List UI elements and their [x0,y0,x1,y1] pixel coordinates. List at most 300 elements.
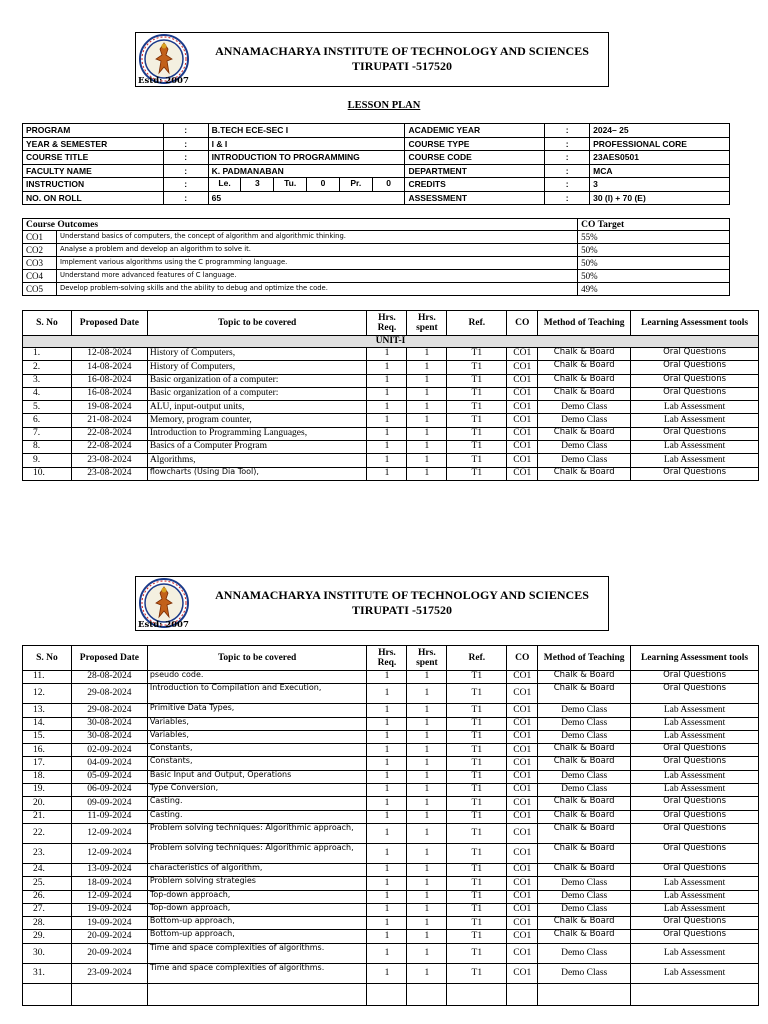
outcome-row [23,257,730,270]
topic: Primitive Data Types, [147,704,367,717]
outcome-row [23,270,730,283]
empty-row [23,983,759,1005]
info-label: PROGRAM [23,124,164,138]
outcome-description: Understand basics of computers, the concept of algorithm and algorithmic thinking. [56,231,577,244]
proposed-date: 12-09-2024 [71,843,147,863]
topic: characteristics of algorithm, [147,863,367,876]
hours-spent: 1 [407,441,447,454]
topic: flowcharts (Using Dia Tool), [147,467,367,480]
table-row [23,730,759,743]
course-outcome: CO1 [507,843,538,863]
reference: T1 [447,414,507,427]
instruction-breakdown [209,178,405,191]
info-colon: : [163,178,208,192]
reference: T1 [447,730,507,743]
teaching-method: Chalk & Board [538,387,631,400]
unit-label: UNIT-I [23,336,759,348]
header-spent: Hrs. spent [407,311,447,336]
teaching-method: Chalk & Board [538,374,631,387]
info-value: 3 [590,178,730,192]
hours-spent: 1 [407,963,447,983]
empty-cell [71,983,147,1005]
serial-no: 12. [23,684,72,704]
info-row [23,151,730,165]
outcome-description: Analyse a problem and develop an algorithm to solve it. [56,244,577,257]
info-row [23,191,730,205]
topic: Algorithms, [147,454,367,467]
assessment-tool: Lab Assessment [631,890,759,903]
info-label: COURSE TYPE [405,137,545,151]
assessment-tool: Oral Questions [631,427,759,440]
assessment-tool: Oral Questions [631,744,759,757]
serial-no: 27. [23,903,72,916]
assessment-tool: Oral Questions [631,467,759,480]
proposed-date: 09-09-2024 [71,797,147,810]
topic: Top-down approach, [147,903,367,916]
outcome-target: 49% [578,283,730,296]
course-outcome: CO1 [507,454,538,467]
hours-required: 1 [367,757,407,770]
assessment-tool: Oral Questions [631,684,759,704]
proposed-date: 19-08-2024 [71,401,147,414]
proposed-date: 16-08-2024 [71,387,147,400]
hours-required: 1 [367,843,407,863]
header-topic: Topic to be covered [147,646,367,671]
hours-required: 1 [367,903,407,916]
topic: Basic organization of a computer: [147,387,367,400]
course-outcome: CO1 [507,401,538,414]
teaching-method: Demo Class [538,943,631,963]
outcome-code: CO1 [23,231,57,244]
course-outcome: CO1 [507,348,538,361]
teaching-method: Demo Class [538,730,631,743]
topic: History of Computers, [147,348,367,361]
table-row [23,877,759,890]
header-co: CO [507,311,538,336]
document-title: LESSON PLAN [347,100,421,111]
topic: Problem solving techniques: Algorithmic approach, [147,823,367,843]
proposed-date: 22-08-2024 [71,441,147,454]
table-row [23,770,759,783]
instruction-pr: 0 [386,178,391,188]
hours-required: 1 [367,348,407,361]
header-assess: Learning Assessment tools [631,646,759,671]
course-outcome: CO1 [507,797,538,810]
info-value: 2024– 25 [590,124,730,138]
hours-spent: 1 [407,454,447,467]
proposed-date: 23-08-2024 [71,467,147,480]
header-req: Hrs. Req. [367,311,407,336]
info-colon: : [545,164,590,178]
hours-spent: 1 [407,843,447,863]
serial-no: 16. [23,744,72,757]
serial-no: 26. [23,890,72,903]
assessment-tool: Lab Assessment [631,963,759,983]
teaching-method: Chalk & Board [538,823,631,843]
outcome-row [23,244,730,257]
table-row [23,387,759,400]
serial-no: 21. [23,810,72,823]
proposed-date: 14-08-2024 [71,361,147,374]
institute-title [196,44,608,74]
teaching-method: Chalk & Board [538,744,631,757]
hours-spent: 1 [407,467,447,480]
proposed-date: 30-08-2024 [71,717,147,730]
instruction-tu-label: Tu. [274,178,307,191]
hours-required: 1 [367,784,407,797]
proposed-date: 04-09-2024 [71,757,147,770]
assessment-tool: Lab Assessment [631,704,759,717]
teaching-method: Demo Class [538,877,631,890]
proposed-date: 02-09-2024 [71,744,147,757]
teaching-method: Demo Class [538,770,631,783]
table-row [23,757,759,770]
unit-row [23,336,759,348]
hours-required: 1 [367,374,407,387]
assessment-tool: Oral Questions [631,348,759,361]
header-method: Method of Teaching [538,311,631,336]
topic: Bottom-up approach, [147,930,367,943]
header-assess: Learning Assessment tools [631,311,759,336]
proposed-date: 19-09-2024 [71,917,147,930]
hours-spent: 1 [407,917,447,930]
hours-required: 1 [367,823,407,843]
course-outcome: CO1 [507,427,538,440]
hours-spent: 1 [407,414,447,427]
teaching-method: Chalk & Board [538,427,631,440]
table-row [23,348,759,361]
proposed-date: 11-09-2024 [71,810,147,823]
assessment-tool: Oral Questions [631,757,759,770]
assessment-tool: Oral Questions [631,843,759,863]
hours-required: 1 [367,943,407,963]
proposed-date: 21-08-2024 [71,414,147,427]
hours-spent: 1 [407,943,447,963]
hours-required: 1 [367,401,407,414]
info-label: CREDITS [405,178,545,192]
course-outcome: CO1 [507,917,538,930]
table-row [23,797,759,810]
topic: Time and space complexities of algorithms. [147,943,367,963]
info-value: PROFESSIONAL CORE [590,137,730,151]
assessment-tool: Lab Assessment [631,414,759,427]
course-outcome: CO1 [507,744,538,757]
serial-no: 28. [23,917,72,930]
topic: Casting. [147,810,367,823]
institute-header [135,32,609,87]
info-label: COURSE CODE [405,151,545,165]
proposed-date: 29-08-2024 [71,704,147,717]
course-outcome: CO1 [507,784,538,797]
serial-no: 20. [23,797,72,810]
reference: T1 [447,454,507,467]
info-label: NO. ON ROLL [23,191,164,205]
reference: T1 [447,744,507,757]
course-outcome: CO1 [507,823,538,843]
reference: T1 [447,757,507,770]
info-label: DEPARTMENT [405,164,545,178]
reference: T1 [447,810,507,823]
assessment-tool: Lab Assessment [631,770,759,783]
established-year: Estd: 2007 [138,76,189,86]
table-row [23,890,759,903]
info-colon: : [163,191,208,205]
hours-spent: 1 [407,930,447,943]
reference: T1 [447,441,507,454]
hours-required: 1 [367,963,407,983]
hours-required: 1 [367,671,407,684]
course-outcome: CO1 [507,963,538,983]
header-ref: Ref. [447,311,507,336]
reference: T1 [447,387,507,400]
info-value: INTRODUCTION TO PROGRAMMING [208,151,405,165]
proposed-date: 12-09-2024 [71,823,147,843]
info-value: 65 [208,191,405,205]
assessment-tool: Oral Questions [631,863,759,876]
course-outcome: CO1 [507,757,538,770]
topic: Memory, program counter, [147,414,367,427]
proposed-date: 05-09-2024 [71,770,147,783]
info-colon: : [163,151,208,165]
hours-spent: 1 [407,810,447,823]
hours-spent: 1 [407,717,447,730]
info-colon: : [545,191,590,205]
topic: Casting. [147,797,367,810]
hours-spent: 1 [407,361,447,374]
hours-required: 1 [367,361,407,374]
assessment-tool: Lab Assessment [631,877,759,890]
proposed-date: 18-09-2024 [71,877,147,890]
info-value: B.TECH ECE-SEC I [208,124,405,138]
reference: T1 [447,684,507,704]
info-row [23,178,730,192]
table-row [23,744,759,757]
reference: T1 [447,348,507,361]
serial-no: 2. [23,361,72,374]
info-label: ACADEMIC YEAR [405,124,545,138]
assessment-tool: Oral Questions [631,671,759,684]
course-outcome: CO1 [507,730,538,743]
table-row [23,717,759,730]
table-row [23,704,759,717]
serial-no: 7. [23,427,72,440]
header-req: Hrs. Req. [367,646,407,671]
serial-no: 9. [23,454,72,467]
topic: Type Conversion, [147,784,367,797]
course-outcome: CO1 [507,414,538,427]
outcome-target: 50% [578,244,730,257]
course-outcome: CO1 [507,374,538,387]
teaching-method: Demo Class [538,414,631,427]
topic: Problem solving techniques: Algorithmic approach, [147,843,367,863]
hours-required: 1 [367,770,407,783]
topic: History of Computers, [147,361,367,374]
info-colon: : [163,137,208,151]
serial-no: 3. [23,374,72,387]
outcome-description: Develop problem-solving skills and the ability to debug and optimize the code. [56,283,577,296]
reference: T1 [447,943,507,963]
header-date: Proposed Date [71,646,147,671]
hours-spent: 1 [407,387,447,400]
reference: T1 [447,467,507,480]
institute-city: TIRUPATI -517520 [352,59,452,73]
info-label: COURSE TITLE [23,151,164,165]
proposed-date: 12-08-2024 [71,348,147,361]
info-value: MCA [590,164,730,178]
empty-cell [538,983,631,1005]
course-outcome: CO1 [507,877,538,890]
info-colon: : [545,151,590,165]
course-outcome: CO1 [507,890,538,903]
topic: Variables, [147,717,367,730]
teaching-method: Demo Class [538,890,631,903]
reference: T1 [447,917,507,930]
course-outcome: CO1 [507,684,538,704]
outcome-code: CO4 [23,270,57,283]
hours-required: 1 [367,810,407,823]
proposed-date: 30-08-2024 [71,730,147,743]
reference: T1 [447,963,507,983]
table-row [23,930,759,943]
assessment-tool: Lab Assessment [631,784,759,797]
serial-no: 25. [23,877,72,890]
course-outcome: CO1 [507,671,538,684]
teaching-method: Chalk & Board [538,863,631,876]
hours-required: 1 [367,467,407,480]
empty-cell [507,983,538,1005]
assessment-tool: Lab Assessment [631,730,759,743]
topic: Bottom-up approach, [147,917,367,930]
reference: T1 [447,401,507,414]
teaching-method: Demo Class [538,903,631,916]
serial-no: 30. [23,943,72,963]
course-outcomes-header: Course Outcomes [23,219,578,231]
outcome-code: CO3 [23,257,57,270]
serial-no: 31. [23,963,72,983]
hours-spent: 1 [407,757,447,770]
course-outcome: CO1 [507,863,538,876]
assessment-tool: Oral Questions [631,374,759,387]
teaching-method: Chalk & Board [538,797,631,810]
proposed-date: 23-09-2024 [71,963,147,983]
serial-no: 8. [23,441,72,454]
table-row [23,823,759,843]
serial-no: 18. [23,770,72,783]
hours-required: 1 [367,427,407,440]
empty-cell [23,983,72,1005]
assessment-tool: Lab Assessment [631,454,759,467]
outcome-row [23,231,730,244]
hours-spent: 1 [407,401,447,414]
teaching-method: Chalk & Board [538,930,631,943]
info-colon: : [545,137,590,151]
reference: T1 [447,784,507,797]
serial-no: 22. [23,823,72,843]
topic: ALU, input-output units, [147,401,367,414]
teaching-method: Chalk & Board [538,843,631,863]
teaching-method: Chalk & Board [538,361,631,374]
table-row [23,810,759,823]
hours-required: 1 [367,454,407,467]
course-outcome: CO1 [507,930,538,943]
assessment-tool: Lab Assessment [631,717,759,730]
reference: T1 [447,890,507,903]
table-row [23,843,759,863]
hours-required: 1 [367,441,407,454]
serial-no: 10. [23,467,72,480]
table-row [23,784,759,797]
header-ref: Ref. [447,646,507,671]
teaching-method: Demo Class [538,454,631,467]
info-label: YEAR & SEMESTER [23,137,164,151]
teaching-method: Demo Class [538,717,631,730]
institute-title [196,588,608,618]
hours-required: 1 [367,863,407,876]
institute-header-page-2 [135,576,609,631]
outcome-target: 55% [578,231,730,244]
hours-required: 1 [367,797,407,810]
table-row [23,361,759,374]
topic: Introduction to Compilation and Execution, [147,684,367,704]
course-outcome: CO1 [507,361,538,374]
proposed-date: 23-08-2024 [71,454,147,467]
outcome-target: 50% [578,257,730,270]
reference: T1 [447,671,507,684]
assessment-tool: Lab Assessment [631,441,759,454]
course-outcome: CO1 [507,441,538,454]
assessment-tool: Oral Questions [631,810,759,823]
course-outcome: CO1 [507,704,538,717]
serial-no: 14. [23,717,72,730]
reference: T1 [447,427,507,440]
reference: T1 [447,877,507,890]
reference: T1 [447,361,507,374]
table-row [23,467,759,480]
course-info-table [22,123,730,205]
instruction-le-label: Le. [209,178,242,191]
reference: T1 [447,843,507,863]
reference: T1 [447,903,507,916]
hours-spent: 1 [407,730,447,743]
hours-required: 1 [367,730,407,743]
outcome-description: Understand more advanced features of C language. [56,270,577,283]
header-method: Method of Teaching [538,646,631,671]
table-row [23,863,759,876]
proposed-date: 22-08-2024 [71,427,147,440]
reference: T1 [447,704,507,717]
hours-required: 1 [367,414,407,427]
topic: Introduction to Programming Languages, [147,427,367,440]
reference: T1 [447,930,507,943]
empty-cell [367,983,407,1005]
serial-no: 11. [23,671,72,684]
table-row [23,684,759,704]
teaching-method: Demo Class [538,704,631,717]
serial-no: 4. [23,387,72,400]
info-value: K. PADMANABAN [208,164,405,178]
proposed-date: 19-09-2024 [71,903,147,916]
hours-spent: 1 [407,797,447,810]
table-row [23,441,759,454]
institute-name: ANNAMACHARYA INSTITUTE OF TECHNOLOGY AND SCIENCES [215,588,589,602]
assessment-tool: Lab Assessment [631,401,759,414]
table-row [23,903,759,916]
header-co: CO [507,646,538,671]
institute-city: TIRUPATI -517520 [352,603,452,617]
outcome-target: 50% [578,270,730,283]
topic: pseudo code. [147,671,367,684]
proposed-date: 16-08-2024 [71,374,147,387]
